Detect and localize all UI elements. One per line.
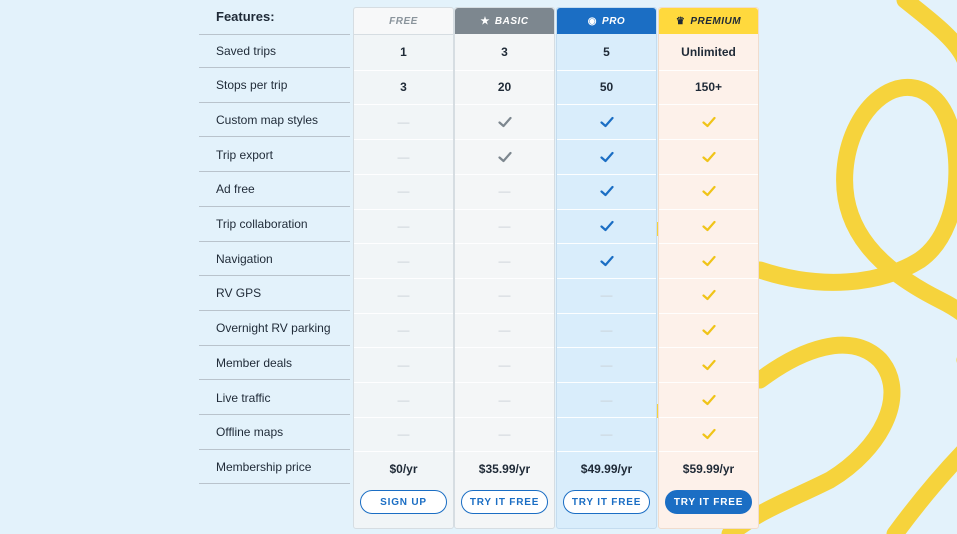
check-icon <box>659 278 758 312</box>
dash-icon <box>557 313 656 347</box>
feature-label: Trip export <box>216 147 273 162</box>
feature-row <box>199 381 350 415</box>
dash-icon: — <box>397 184 410 199</box>
feature-label: Stops per trip <box>216 78 288 93</box>
dash-icon: — <box>397 114 410 129</box>
check-icon <box>455 139 554 173</box>
check-icon <box>659 417 758 451</box>
price-value: $35.99/yr <box>455 451 554 485</box>
try-it-free-button-basic[interactable]: TRY IT FREE <box>461 490 548 514</box>
dash-icon: — <box>397 427 410 442</box>
price-value: $49.99/yr <box>557 451 656 485</box>
plan-value: 3 <box>501 45 508 59</box>
feature-row <box>199 173 350 207</box>
dash-icon: — <box>397 253 410 268</box>
dash-icon: — <box>397 323 410 338</box>
check-icon <box>557 174 656 208</box>
dash-icon: — <box>498 392 511 407</box>
feature-label: Custom map styles <box>216 112 319 127</box>
plan-column-basic <box>454 7 555 529</box>
check-icon <box>659 104 758 138</box>
feature-row <box>199 346 350 380</box>
try-it-free-button-pro[interactable]: TRY IT FREE <box>563 490 650 514</box>
plan-header-free <box>354 8 453 35</box>
plan-name: PREMIUM <box>690 15 742 27</box>
dash-icon <box>455 174 554 208</box>
feature-label: Trip collaboration <box>216 217 308 231</box>
sign-up-button[interactable]: SIGN UP <box>360 490 447 514</box>
dash-icon <box>557 417 656 451</box>
plan-value: Unlimited <box>681 45 736 59</box>
dash-icon <box>354 278 453 312</box>
dash-icon <box>354 313 453 347</box>
plan-column-pro <box>556 7 657 529</box>
plan-name: BASIC <box>494 15 529 27</box>
star-icon: ★ <box>480 15 490 27</box>
check-icon <box>659 174 758 208</box>
plan-value: 50 <box>557 70 656 104</box>
feature-label: Member deals <box>216 355 293 370</box>
try-it-free-button-premium[interactable]: TRY IT FREE <box>665 490 752 514</box>
dash-icon <box>455 313 554 347</box>
dash-icon <box>455 243 554 277</box>
dash-icon: — <box>498 253 511 268</box>
dash-icon <box>354 139 453 173</box>
feature-row <box>199 242 350 276</box>
dash-icon: — <box>498 427 511 442</box>
plan-value: 5 <box>603 45 610 59</box>
price-value: $0/yr <box>354 451 453 485</box>
dash-icon <box>557 382 656 416</box>
dash-icon <box>455 417 554 451</box>
dash-icon: — <box>397 288 410 303</box>
dash-icon <box>455 382 554 416</box>
check-icon <box>659 209 758 243</box>
plan-header-premium <box>659 8 758 34</box>
dash-icon: — <box>397 219 410 233</box>
check-icon <box>455 104 554 138</box>
feature-row <box>199 416 350 450</box>
dash-icon <box>354 347 453 381</box>
feature-label: RV GPS <box>216 286 262 301</box>
dash-icon <box>455 347 554 381</box>
dash-icon: — <box>498 288 511 303</box>
check-icon <box>557 139 656 173</box>
plan-name: PRO <box>602 15 626 27</box>
feature-row <box>199 312 350 346</box>
dash-icon <box>557 347 656 381</box>
plan-name: FREE <box>389 15 418 27</box>
price-value: $59.99/yr <box>659 451 758 485</box>
feature-label: Membership price <box>216 459 312 474</box>
crown-icon: ♛ <box>675 15 686 27</box>
feature-row <box>199 34 350 68</box>
dash-icon <box>354 417 453 451</box>
dash-icon: — <box>498 323 511 338</box>
check-icon <box>659 347 758 381</box>
dash-icon: — <box>600 427 613 442</box>
plan-column-free <box>353 7 454 529</box>
check-icon <box>557 104 656 138</box>
feature-row <box>199 69 350 103</box>
dash-icon: — <box>600 288 613 303</box>
dash-icon: — <box>498 184 511 199</box>
dash-icon: — <box>397 357 410 372</box>
feature-label: Navigation <box>216 251 273 266</box>
plan-column-premium <box>658 7 759 529</box>
plan-value: 20 <box>455 70 554 104</box>
dash-icon: — <box>498 219 511 233</box>
dash-icon: — <box>600 392 613 407</box>
check-icon <box>659 139 758 173</box>
dash-icon <box>557 278 656 312</box>
target-icon: ◉ <box>587 15 598 27</box>
dash-icon: — <box>600 323 613 338</box>
plan-value: 3 <box>354 70 453 104</box>
dash-icon <box>354 209 453 243</box>
dash-icon: — <box>498 357 511 372</box>
dash-icon <box>354 382 453 416</box>
check-icon <box>557 209 656 243</box>
plan-header-pro <box>557 8 656 34</box>
feature-label: Live traffic <box>216 390 271 405</box>
dash-icon <box>455 209 554 243</box>
check-icon <box>557 243 656 277</box>
feature-label: Overnight RV parking <box>216 321 331 336</box>
dash-icon: — <box>397 149 410 164</box>
feature-label: Saved trips <box>216 44 277 58</box>
dash-icon <box>354 243 453 277</box>
check-icon <box>659 382 758 416</box>
plan-value: 1 <box>400 45 407 59</box>
check-icon <box>659 313 758 347</box>
dash-icon <box>354 104 453 138</box>
feature-label: Offline maps <box>216 425 284 440</box>
dash-icon <box>354 174 453 208</box>
dash-icon: — <box>397 392 410 407</box>
check-icon <box>659 243 758 277</box>
feature-row <box>199 208 350 242</box>
plan-header-basic <box>455 8 554 34</box>
dash-icon: — <box>600 357 613 372</box>
feature-row <box>199 138 350 172</box>
plan-value: 150+ <box>659 70 758 104</box>
feature-row <box>199 103 350 137</box>
feature-row <box>199 277 350 311</box>
dash-icon <box>455 278 554 312</box>
features-heading: Features: <box>216 9 275 24</box>
feature-row <box>199 450 350 484</box>
feature-label: Ad free <box>216 182 255 197</box>
